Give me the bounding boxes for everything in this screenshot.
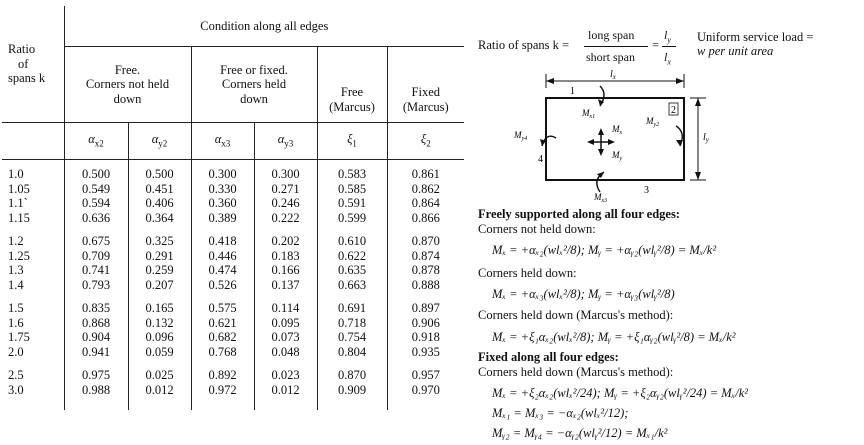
cell-value: 1.75 <box>8 330 30 344</box>
table-row-group <box>2 361 464 410</box>
center-arrow-left <box>587 139 594 145</box>
my-label: $M_y$ <box>612 150 623 162</box>
cell-value: 0.095 <box>271 315 300 330</box>
free-or-fixed-header <box>191 47 317 123</box>
fixed-marcus-header-line: Fixed <box>411 85 441 99</box>
cell-value: 0.165 <box>145 301 174 315</box>
lx-arrow-right <box>676 78 684 84</box>
cell-value: 0.741 <box>81 263 111 277</box>
cell-value: 0.500 <box>81 167 111 181</box>
cell-ax2 <box>64 227 128 294</box>
free-header-line: Corners not held <box>85 77 170 92</box>
cell-value: 0.132 <box>145 315 174 330</box>
cell-value: 2.5 <box>8 368 24 382</box>
cell-value: 0.207 <box>145 277 174 292</box>
cell-value: 0.868 <box>81 315 111 330</box>
cell-xi1 <box>317 361 387 410</box>
cell-value: 0.622 <box>337 248 367 263</box>
cell-value: 0.114 <box>271 301 300 315</box>
equation-5: Mₓ₁ = Mₓ₃ = −αₓ₂(wlₓ²/12); <box>492 406 629 420</box>
cell-value: 0.137 <box>271 277 300 292</box>
cell-value: 0.246 <box>271 196 300 210</box>
coefficient-table <box>2 6 464 410</box>
symbol-header: $\xi_1$ <box>317 123 387 160</box>
cell-value: 0.330 <box>208 181 237 196</box>
cell-value: 0.975 <box>81 368 111 382</box>
cell-value: 0.166 <box>271 263 300 277</box>
free-marcus-header <box>317 47 387 123</box>
cell-ax2 <box>64 361 128 410</box>
ly-arrow-bottom <box>695 172 701 180</box>
table-row-group <box>2 294 464 361</box>
free-header-line: down <box>113 91 142 106</box>
edge-4-label: 4 <box>538 154 543 165</box>
cell-value: 0.526 <box>208 277 237 292</box>
cell-value: 0.360 <box>208 196 237 210</box>
cell-value: 0.300 <box>271 167 300 181</box>
cell-value: 0.682 <box>208 330 237 344</box>
cell-value: 0.073 <box>271 330 300 344</box>
cell-value: 0.675 <box>81 234 111 248</box>
cell-value: 0.888 <box>411 277 440 292</box>
cell-value: 0.892 <box>208 368 237 382</box>
cell-ay3 <box>254 160 317 228</box>
cell-value: 0.635 <box>337 263 367 277</box>
load-line-2: w per unit area <box>697 44 774 58</box>
short-span-label: short span <box>586 50 635 64</box>
free-marcus-header-line: Free <box>340 85 364 99</box>
cell-value: 0.012 <box>145 382 174 397</box>
equation-4: Mₓ = +ξ₂αₓ₂(wlₓ²/24); Mᵧ = +ξ₂αᵧ₂(wlᵧ²/24) = Mₓ/k² <box>492 386 748 400</box>
cell-value: 0.918 <box>411 330 440 344</box>
cell-k <box>2 361 64 410</box>
freely-supported-heading: Freely supported along all four edges: <box>478 207 680 221</box>
cell-value: 0.059 <box>145 344 174 359</box>
cell-value: 0.222 <box>271 210 300 225</box>
cell-value: 1.0 <box>8 167 24 181</box>
cell-xi1 <box>317 227 387 294</box>
condition-header: Condition along all edges <box>64 6 464 47</box>
symbol-cell-empty <box>2 123 64 160</box>
my2-label: $M_{y2}$ <box>646 116 660 128</box>
cell-value: 1.2 <box>8 234 24 248</box>
cell-value: 0.575 <box>208 301 237 315</box>
fixed-marcus-label: Corners held down (Marcus's method): <box>478 365 674 379</box>
cell-value: 1.1` <box>8 196 28 210</box>
fixed-marcus-header-line: (Marcus) <box>402 99 449 114</box>
cell-k <box>2 227 64 294</box>
ratio-header-line: spans k <box>8 71 46 86</box>
cell-value: 0.591 <box>337 196 367 210</box>
cell-value: 0.866 <box>411 210 440 225</box>
cell-value: 0.451 <box>145 181 174 196</box>
cell-value: 0.621 <box>208 315 237 330</box>
ratio-of-spans-label: Ratio of spans k = <box>478 38 570 52</box>
cell-value: 1.25 <box>8 248 30 263</box>
table-row-group <box>2 227 464 294</box>
cell-value: 0.418 <box>208 234 237 248</box>
cell-value: 1.3 <box>8 263 24 277</box>
cell-value: 0.935 <box>411 344 440 359</box>
fixed-heading: Fixed along all four edges: <box>478 350 619 364</box>
long-span-label: long span <box>588 28 635 42</box>
free-header <box>64 47 191 123</box>
cell-ax3 <box>191 160 254 228</box>
cell-value: 0.583 <box>337 167 367 181</box>
corners-held-marcus-label: Corners held down (Marcus's method): <box>478 308 674 322</box>
edge-1-label: 1 <box>570 86 575 97</box>
cell-xi2 <box>387 160 464 228</box>
cell-ax3 <box>191 361 254 410</box>
ratio-header <box>2 6 64 123</box>
ratio-header-line: Ratio <box>8 42 36 57</box>
free-or-fixed-header-line: Free or fixed. <box>220 62 288 77</box>
free-marcus-header-line: (Marcus) <box>329 99 375 114</box>
equation-2: Mₓ = +αₓ₃(wlₓ²/8); Mᵧ = +αᵧ₃(wlᵧ²/8) <box>492 287 675 301</box>
cell-xi2 <box>387 227 464 294</box>
cell-ax2 <box>64 294 128 361</box>
cell-ax3 <box>191 294 254 361</box>
cell-value: 0.599 <box>337 210 367 225</box>
cell-value: 0.718 <box>337 315 367 330</box>
cell-value: 0.768 <box>208 344 237 359</box>
cell-ay3 <box>254 227 317 294</box>
corners-not-held-label: Corners not held down: <box>478 222 596 236</box>
cell-value: 0.291 <box>145 248 174 263</box>
cell-value: 0.025 <box>145 368 174 382</box>
lx-dim-label: $l_x$ <box>610 69 616 81</box>
slab-outline <box>546 98 684 180</box>
table-row-group <box>2 160 464 228</box>
lx-symbol: $l_x$ <box>664 50 671 67</box>
cell-xi1 <box>317 294 387 361</box>
cell-xi1 <box>317 160 387 228</box>
cell-value: 0.793 <box>81 277 111 292</box>
symbol-header: $\alpha_{x2}$ <box>64 123 128 160</box>
corners-held-label: Corners held down: <box>478 266 577 280</box>
cell-value: 1.5 <box>8 301 24 315</box>
cell-value: 0.364 <box>145 210 174 225</box>
moment-arrow-right <box>676 140 683 146</box>
cell-value: 0.709 <box>81 248 111 263</box>
cell-ay2 <box>128 227 191 294</box>
cell-value: 0.549 <box>81 181 111 196</box>
cell-value: 0.835 <box>81 301 111 315</box>
cell-value: 0.446 <box>208 248 237 263</box>
mx1-label: $M_{x1}$ <box>582 108 596 120</box>
free-or-fixed-header-line: Corners held <box>221 77 287 92</box>
cell-value: 0.862 <box>411 181 440 196</box>
cell-value: 0.904 <box>81 330 111 344</box>
cell-value: 0.585 <box>337 181 367 196</box>
cell-xi2 <box>387 361 464 410</box>
cell-value: 0.300 <box>208 167 237 181</box>
cell-value: 0.906 <box>411 315 440 330</box>
slab-diagram <box>500 66 710 206</box>
cell-ay2 <box>128 160 191 228</box>
cell-value: 0.909 <box>337 382 367 397</box>
cell-value: 0.972 <box>208 382 237 397</box>
cell-value: 0.754 <box>337 330 367 344</box>
cell-ax2 <box>64 160 128 228</box>
cell-ax3 <box>191 227 254 294</box>
cell-value: 0.864 <box>411 196 440 210</box>
ly-symbol: $l_y$ <box>664 28 671 45</box>
cell-k <box>2 294 64 361</box>
fixed-marcus-header <box>387 47 464 123</box>
cell-value: 0.389 <box>208 210 237 225</box>
cell-k <box>2 160 64 228</box>
free-or-fixed-header-line: down <box>240 91 268 106</box>
equals-sign: = <box>652 38 660 52</box>
cell-value: 0.048 <box>271 344 300 359</box>
cell-ay2 <box>128 294 191 361</box>
cell-xi2 <box>387 294 464 361</box>
mx3-label: $M_{x3}$ <box>594 192 608 204</box>
equation-3: Mₓ = +ξ₁αₓ₂(wlₓ²/8); Mᵧ = +ξ₁αᵧ₂(wlᵧ²/8) = Mₓ/k² <box>492 330 736 344</box>
edge-2-label: 2 <box>671 105 676 116</box>
cell-value: 0.988 <box>81 382 111 397</box>
cell-value: 3.0 <box>8 382 24 397</box>
cell-value: 0.610 <box>337 234 367 248</box>
cell-value: 0.183 <box>271 248 300 263</box>
cell-value: 0.870 <box>411 234 440 248</box>
cell-value: 1.4 <box>8 277 24 292</box>
cell-value: 0.663 <box>337 277 367 292</box>
cell-value: 0.023 <box>271 368 300 382</box>
edge-3-label: 3 <box>644 185 649 196</box>
cell-value: 0.325 <box>145 234 174 248</box>
my4-label: $M_{y4}$ <box>514 130 528 142</box>
free-header-line: Free. <box>114 62 141 77</box>
cell-value: 0.691 <box>337 301 367 315</box>
center-arrow-up <box>598 128 604 135</box>
ly-dim-label: $l_y$ <box>703 132 709 144</box>
symbol-header: $\alpha_{x3}$ <box>191 123 254 160</box>
cell-value: 0.594 <box>81 196 111 210</box>
cell-value: 0.012 <box>271 382 300 397</box>
load-line-1: Uniform service load = <box>697 30 814 44</box>
symbol-header: $\xi_2$ <box>387 123 464 160</box>
cell-ay3 <box>254 361 317 410</box>
cell-value: 0.804 <box>337 344 367 359</box>
symbol-header: $\alpha_{y2}$ <box>128 123 191 160</box>
mx-label: $M_x$ <box>612 124 623 136</box>
ratio-header-line: of <box>18 56 29 71</box>
cell-value: 0.941 <box>81 344 111 359</box>
cell-value: 0.897 <box>411 301 440 315</box>
cell-value: 0.957 <box>411 368 440 382</box>
cell-value: 1.05 <box>8 181 30 196</box>
cell-value: 0.861 <box>411 167 440 181</box>
cell-value: 0.878 <box>411 263 440 277</box>
fraction-bar-2 <box>662 46 676 47</box>
cell-ay3 <box>254 294 317 361</box>
equation-1: Mₓ = +αₓ₂(wlₓ²/8); Mᵧ = +αᵧ₂(wlᵧ²/8) = Mₓ/k² <box>492 243 717 257</box>
cell-value: 2.0 <box>8 344 24 359</box>
cell-ay2 <box>128 361 191 410</box>
center-arrow-right <box>608 139 615 145</box>
equation-6: Mᵧ₂ = Mᵧ₄ = −αᵧ₂(wlᵧ²/12) = Mₓ₁/k² <box>492 426 668 440</box>
cell-value: 0.870 <box>337 368 367 382</box>
cell-value: 0.096 <box>145 330 174 344</box>
cell-value: 0.874 <box>411 248 440 263</box>
cell-value: 0.406 <box>145 196 174 210</box>
cell-value: 0.271 <box>271 181 300 196</box>
symbol-header: $\alpha_{y3}$ <box>254 123 317 160</box>
ly-arrow-top <box>695 98 701 106</box>
cell-value: 0.259 <box>145 263 174 277</box>
cell-value: 0.636 <box>81 210 111 225</box>
fraction-bar <box>584 46 648 47</box>
center-arrow-down <box>598 149 604 156</box>
lx-arrow-left <box>546 78 554 84</box>
cell-value: 1.15 <box>8 210 30 225</box>
cell-value: 0.500 <box>145 167 174 181</box>
cell-value: 1.6 <box>8 315 24 330</box>
cell-value: 0.474 <box>208 263 237 277</box>
cell-value: 0.202 <box>271 234 300 248</box>
cell-value: 0.970 <box>411 382 440 397</box>
